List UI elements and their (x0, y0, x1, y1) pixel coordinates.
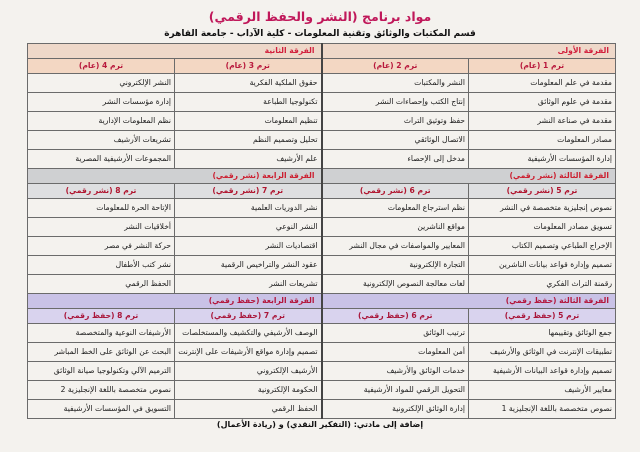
course-cell: الأرشيف الإلكتروني (175, 362, 322, 381)
course-cell: الوصف الأرشيفي والتكشيف والمستخلصات (175, 324, 322, 343)
course-cell: حركة النشر في مصر (28, 237, 175, 256)
year-header: الفرقة الرابعة (نشر رقمي) (28, 169, 322, 184)
course-cell: نصوص إنجليزية متخصصة في النشر (469, 199, 616, 218)
digital-preservation-table (27, 293, 616, 419)
table-row (28, 150, 616, 169)
term-header: ترم 5 (نشر رقمي) (469, 184, 616, 199)
term-header: ترم 2 (عام) (322, 59, 469, 74)
page-title: مواد برنامج (النشر والحفظ الرقمي) (208, 9, 432, 24)
course-cell: جمع الوثائق وتقييمها (469, 324, 616, 343)
course-cell: خدمات الوثائق والأرشيف (322, 362, 469, 381)
course-cell: أمن المعلومات (322, 343, 469, 362)
table-row (28, 343, 616, 362)
course-cell: التسويق في المؤسسات الأرشيفية (28, 400, 175, 419)
table-row (28, 131, 616, 150)
course-cell: نظم استرجاع المعلومات (322, 199, 469, 218)
course-cell: تكنولوجيا الطباعة (175, 93, 322, 112)
course-cell: الإتاحة الحرة للمعلومات (28, 199, 175, 218)
course-cell: نشر الدوريات العلمية (175, 199, 322, 218)
term-header: ترم 8 (حفظ رقمي) (28, 309, 175, 324)
term-header: ترم 4 (عام) (28, 59, 175, 74)
table-row (28, 275, 616, 294)
year-header: الفرقة الثالثة (حفظ رقمي) (322, 294, 616, 309)
course-cell: الحكومة الإلكترونية (175, 381, 322, 400)
course-cell: التجارة الإلكترونية (322, 256, 469, 275)
course-cell: مقدمة في علوم الوثائق (469, 93, 616, 112)
course-cell: تصميم وإدارة قواعد بيانات الناشرين (469, 256, 616, 275)
course-cell: تنظيم المعلومات (175, 112, 322, 131)
course-cell: اقتصاديات النشر (175, 237, 322, 256)
course-cell: تصميم وإدارة قواعد البيانات الأرشيفية (469, 362, 616, 381)
footer-note: إضافة إلى مادتي: (التفكير النقدي) و (ريادة الأعمال) (216, 420, 424, 429)
course-cell: حقوق الملكية الفكرية (175, 74, 322, 93)
course-cell: التحويل الرقمي للمواد الأرشيفية (322, 381, 469, 400)
course-cell: الإخراج الطباعي وتصميم الكتاب (469, 237, 616, 256)
term-header: ترم 5 (حفظ رقمي) (469, 309, 616, 324)
course-cell: تسويق مصادر المعلومات (469, 218, 616, 237)
year-header: الفرقة الثانية (28, 44, 322, 59)
term-header: ترم 6 (حفظ رقمي) (322, 309, 469, 324)
course-cell: النشر الإلكتروني (28, 74, 175, 93)
term-header: ترم 1 (عام) (469, 59, 616, 74)
course-cell: علم الأرشيف (175, 150, 322, 169)
term-header: ترم 6 (نشر رقمي) (322, 184, 469, 199)
course-cell: نصوص متخصصة باللغة الإنجليزية 1 (469, 400, 616, 419)
table-row (28, 362, 616, 381)
table-row (28, 218, 616, 237)
course-cell: نظم المعلومات الإدارية (28, 112, 175, 131)
course-cell: إدارة الوثائق الإلكترونية (322, 400, 469, 419)
table-row (28, 93, 616, 112)
year-header: الفرقة الرابعة (حفظ رقمي) (28, 294, 322, 309)
course-cell: المجموعات الأرشيفية المصرية (28, 150, 175, 169)
course-cell: المعايير والمواصفات في مجال النشر (322, 237, 469, 256)
course-cell: معايير الأرشيف (469, 381, 616, 400)
course-cell: النشر والمكتبات (322, 74, 469, 93)
year-header: الفرقة الثالثة (نشر رقمي) (322, 169, 616, 184)
course-cell: إدارة المؤسسات الأرشيفية (469, 150, 616, 169)
page-subtitle: قسم المكتبات والوثائق وتقنية المعلومات - كلية الآداب - جامعة القاهرة (164, 29, 476, 39)
course-cell: الحفظ الرقمي (175, 400, 322, 419)
course-cell: تشريعات الأرشيف (28, 131, 175, 150)
course-cell: مصادر المعلومات (469, 131, 616, 150)
course-cell: الاتصال الوثائقي (322, 131, 469, 150)
course-cell: البحث عن الوثائق على الخط المباشر (28, 343, 175, 362)
course-cell: تصميم وإدارة مواقع الأرشيفات على الإنترنت (175, 343, 322, 362)
general-years-table (27, 43, 616, 169)
course-cell: مواقع الناشرين (322, 218, 469, 237)
table-row (28, 400, 616, 419)
course-cell: تطبيقات الإنترنت في الوثائق والأرشيف (469, 343, 616, 362)
course-cell: نصوص متخصصة باللغة الإنجليزية 2 (28, 381, 175, 400)
term-header: ترم 3 (عام) (175, 59, 322, 74)
table-row (28, 112, 616, 131)
table-row (28, 256, 616, 275)
course-cell: ترتيب الوثائق (322, 324, 469, 343)
course-cell: أخلاقيات النشر (28, 218, 175, 237)
course-cell: تشريعات النشر (175, 275, 322, 294)
course-cell: مقدمة في علم المعلومات (469, 74, 616, 93)
table-row (28, 381, 616, 400)
course-cell: لغات معالجة النصوص الإلكترونية (322, 275, 469, 294)
course-cell: مقدمة في صناعة النشر (469, 112, 616, 131)
course-cell: حفظ وتوثيق التراث (322, 112, 469, 131)
course-cell: الأرشيفات النوعية والمتخصصة (28, 324, 175, 343)
year-header: الفرقة الأولى (322, 44, 616, 59)
term-header: ترم 7 (نشر رقمي) (175, 184, 322, 199)
course-cell: الترميم الآلي وتكنولوجيا صيانة الوثائق (28, 362, 175, 381)
table-row (28, 199, 616, 218)
course-cell: إنتاج الكتب وإحصاءات النشر (322, 93, 469, 112)
table-row (28, 237, 616, 256)
course-cell: نشر كتب الأطفال (28, 256, 175, 275)
term-header: ترم 7 (حفظ رقمي) (175, 309, 322, 324)
course-cell: عقود النشر والتراخيص الرقمية (175, 256, 322, 275)
digital-publishing-table (27, 168, 616, 294)
course-cell: رقمنة التراث الفكري (469, 275, 616, 294)
course-cell: النشر النوعي (175, 218, 322, 237)
course-cell: مدخل إلى الإحصاء (322, 150, 469, 169)
course-cell: إدارة مؤسسات النشر (28, 93, 175, 112)
table-row (28, 324, 616, 343)
term-header: ترم 8 (نشر رقمي) (28, 184, 175, 199)
course-cell: تحليل وتصميم النظم (175, 131, 322, 150)
table-row (28, 74, 616, 93)
course-cell: الحفظ الرقمي (28, 275, 175, 294)
